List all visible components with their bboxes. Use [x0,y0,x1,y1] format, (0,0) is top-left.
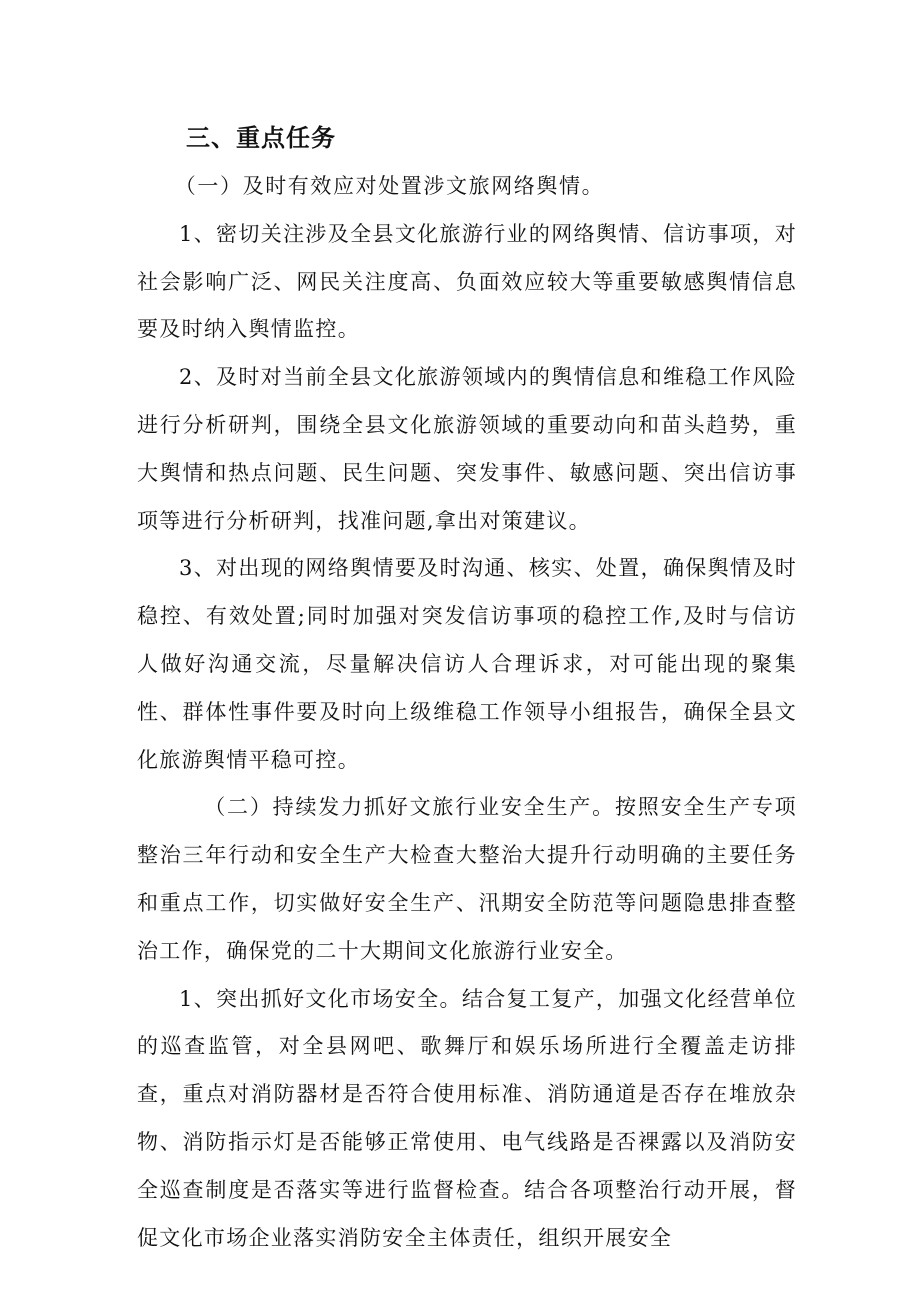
paragraph: 1、密切关注涉及全县文化旅游行业的网络舆情、信访事项，对社会影响广泛、网民关注度高、负面效应较大等重要敏感舆情信息要及时纳入舆情监控。 [137,221,797,342]
paragraph: 2、及时对当前全县文化旅游领域内的舆情信息和维稳工作风险进行分析研判，围绕全县文化旅游领域的重要动向和苗头趋势，重大舆情和热点问题、民生问题、突发事件、敏感问题、突出信访事项等进行分析研判，找准问题,拿出对策建议。 [137,365,797,533]
section-heading: 三、重点任务 [186,124,336,152]
paragraph: 3、对出现的网络舆情要及时沟通、核实、处置，确保舆情及时稳控、有效处置;同时加强对突发信访事项的稳控工作,及时与信访人做好沟通交流，尽量解决信访人合理诉求，对可能出现的聚集性、群体性事件要及时向上级维稳工作领导小组报告，确保全县文化旅游舆情平稳可控。 [137,556,797,772]
document-body [137,163,797,1262]
subsection-title-1: （一）及时有效应对处置涉文旅网络舆情。 [174,174,605,198]
subsection-paragraph-2: （二）持续发力抓好文旅行业安全生产。按照安全生产专项整治三年行动和安全生产大检查大整治大提升行动明确的主要任务和重点工作，切实做好安全生产、汛期安全防范等问题隐患排查整治工作，确保党的二十大期间文化旅游行业安全。 [137,795,797,963]
paragraph: 1、突出抓好文化市场安全。结合复工复产，加强文化经营单位的巡查监管，对全县网吧、歌舞厅和娱乐场所进行全覆盖走访排查，重点对消防器材是否符合使用标准、消防通道是否存在堆放杂物、消防指示灯是否能够正常使用、电气线路是否裸露以及消防安全巡查制度是否落实等进行监督检查。结合各项整治行动开展，督促文化市场企业落实消防安全主体责任，组织开展安全 [137,986,797,1250]
